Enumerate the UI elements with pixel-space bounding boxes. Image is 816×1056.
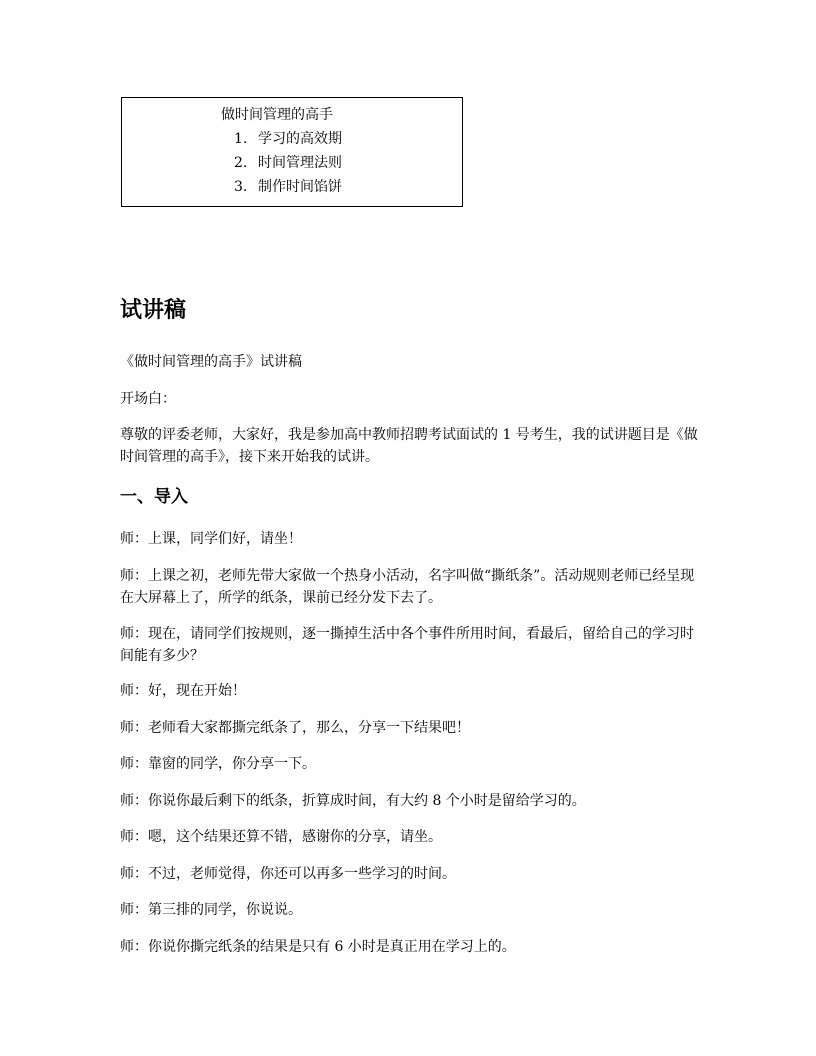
outline-item-text: 时间管理法则 — [258, 155, 342, 171]
outline-box — [121, 97, 463, 207]
outline-item-number: 3. — [234, 179, 248, 195]
section-heading: 一、导入 — [120, 487, 188, 507]
outline-title: 做时间管理的高手 — [221, 107, 333, 123]
outline-item — [122, 151, 462, 175]
outline-item — [122, 175, 462, 199]
dialogue-line: 师：第三排的同学，你说说。 — [120, 902, 302, 918]
dialogue-line: 师：你说你撕完纸条的结果是只有 6 小时是真正用在学习上的。 — [120, 939, 516, 955]
dialogue-line: 师：你说你最后剩下的纸条，折算成时间，有大约 8 个小时是留给学习的。 — [120, 793, 586, 809]
dialogue-line: 师：现在，请同学们按规则，逐一撕掉生活中各个事件所用时间，看最后，留给自己的学习时间能有多少？ — [120, 626, 694, 664]
outline-item-text: 制作时间馅饼 — [258, 179, 342, 195]
outline-item-number: 2. — [234, 155, 248, 171]
opening-label: 开场白： — [120, 391, 176, 407]
outline-item-number: 1. — [234, 131, 248, 147]
main-heading: 试讲稿 — [120, 297, 187, 323]
document-subtitle: 《做时间管理的高手》试讲稿 — [120, 354, 302, 370]
dialogue-line: 师：靠窗的同学，你分享一下。 — [120, 756, 316, 772]
opening-paragraph: 尊敬的评委老师，大家好，我是参加高中教师招聘考试面试的 1 号考生，我的试讲题目是《做时间管理的高手》，接下来开始我的试讲。 — [120, 427, 698, 465]
outline-list — [122, 127, 462, 199]
outline-item-text: 学习的高效期 — [258, 131, 342, 147]
dialogue-line: 师：上课，同学们好，请坐！ — [120, 531, 302, 547]
dialogue-line: 师：上课之初，老师先带大家做一个热身小活动，名字叫做“撕纸条”。活动规则老师已经呈现在大屏幕上了，所学的纸条，课前已经分发下去了。 — [120, 568, 695, 606]
dialogue-line: 师：不过，老师觉得，你还可以再多一些学习的时间。 — [120, 866, 456, 882]
dialogue-line: 师：嗯，这个结果还算不错，感谢你的分享，请坐。 — [120, 829, 442, 845]
dialogue-line: 师：好，现在开始！ — [120, 683, 246, 699]
dialogue-line: 师：老师看大家都撕完纸条了，那么，分享一下结果吧！ — [120, 720, 470, 736]
outline-item — [122, 127, 462, 151]
